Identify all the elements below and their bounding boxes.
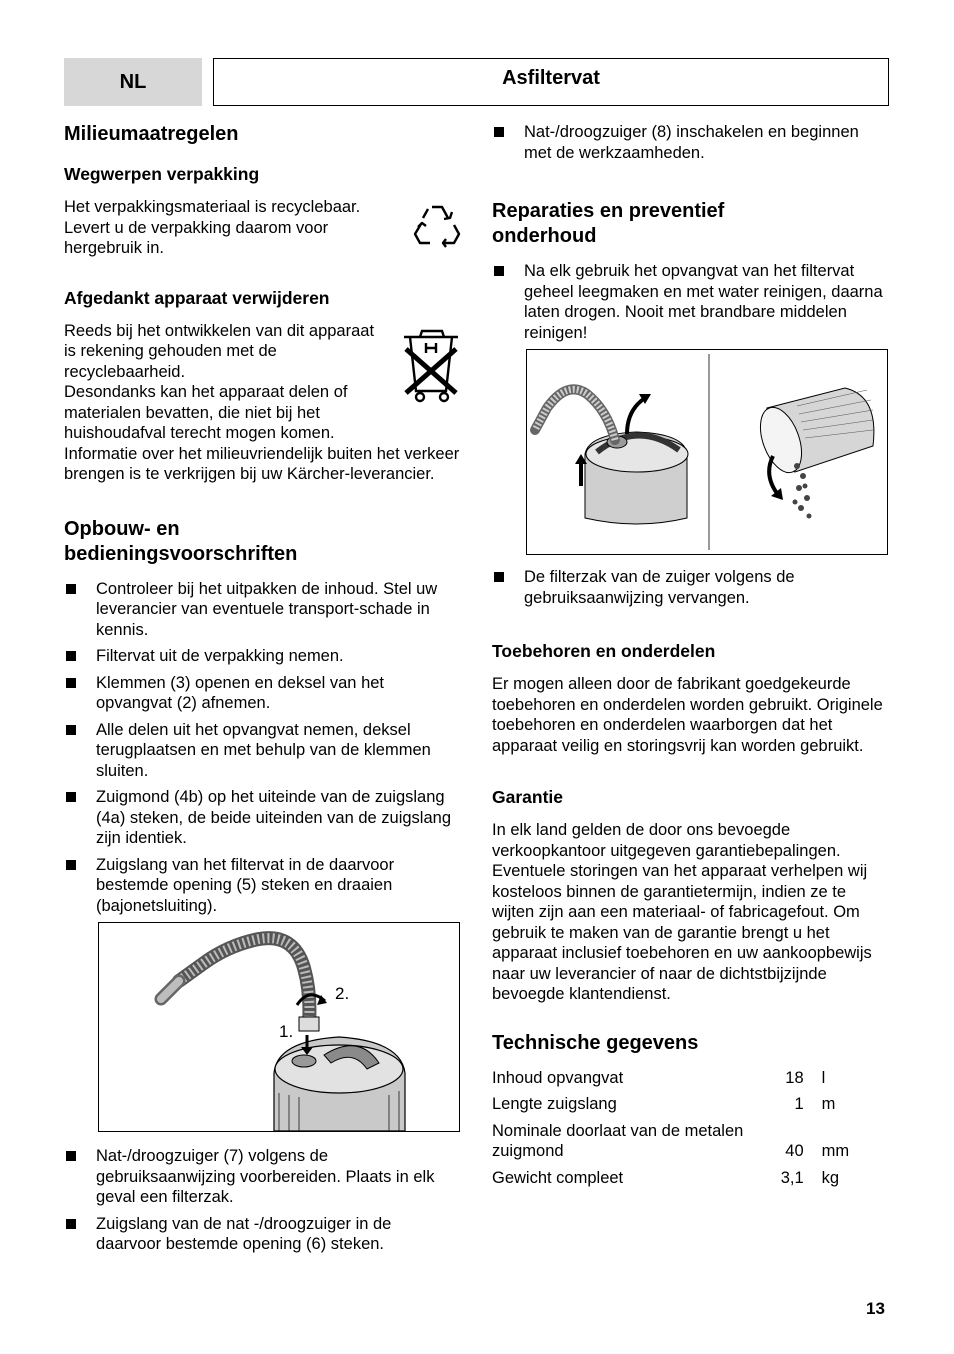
hose-illustration [99,923,459,1131]
old-device-block [64,321,460,485]
list-item: Zuigslang van de nat -/droogzuiger in de daarvoor bestemde opening (6) steken. [64,1214,460,1255]
list-item: De filterzak van de zuiger volgens de gebruiksaanwijzing vervangen. [492,567,888,608]
start-list [492,122,888,163]
spec-label: Inhoud opvangvat [492,1068,624,1087]
spec-unit: mm [821,1142,850,1160]
list-item: Zuigslang van het filtervat in de daarvoor bestemde opening (5) steken en draaien (bajonetsluiting). [64,855,460,917]
recycle-icon [412,201,462,251]
table-row [492,1121,862,1168]
heading-old-device: Afgedankt apparaat verwijderen [64,287,330,308]
page-number: 13 [866,1299,885,1318]
spec-value: 40 [785,1142,804,1160]
section-title: Asfiltervat [213,58,889,106]
crossed-bin-icon [398,323,464,403]
spec-unit: kg [821,1168,840,1187]
spec-label: Lengte zuigslang [492,1095,617,1113]
list-item: Klemmen (3) openen en deksel van het opvangvat (2) afnemen. [64,673,460,714]
heading-packaging: Wegwerpen verpakking [64,164,260,184]
emptying-figure [526,349,888,555]
filterbag-list [492,567,888,608]
packaging-text: Het verpakkingsmateriaal is recyclebaar. Levert u de verpakking daarom voor hergebruik in. [64,198,361,257]
repair-list [492,261,888,343]
left-column [64,122,460,1261]
heading-setup: Opbouw- en bedieningsvoorschriften [64,517,298,565]
spec-label: Nominale doorlaat van de metalen zuigmond [492,1121,744,1160]
heading-technical-data: Technische gegevens [492,1031,699,1054]
technical-data-table [492,1068,862,1195]
spec-value: 18 [785,1068,804,1087]
list-item: Filtervat uit de verpakking nemen. [64,646,460,667]
old-device-text-2: Desondanks kan het apparaat delen of materialen bevatten, die niet bij het huishoudafval terecht mogen komen. [64,383,348,442]
list-item: Alle delen uit het opvangvat nemen, deksel terugplaatsen en met behulp van de klemmen sluiten. [64,720,460,782]
heading-accessories: Toebehoren en onderdelen [492,641,716,661]
spec-label: Gewicht compleet [492,1168,624,1187]
warranty-text: In elk land gelden de door ons bevoegde verkoopkantoor uitgegeven garantiebepalingen. Eventuele storingen van het apparaat verhelpen wij kosteloos binnen de garantietermijn, indien ze te wijten zijn aan een materiaal- of fabricagefout. Om gebruik te maken van de garantie brengt u het apparaat inclusief toebehoren en uw aankoopbewijs naar uw leverancier of naar de dichtstbijzijnde bevoegde klantendienst. [492,821,872,1003]
spec-value: 3,1 [780,1168,804,1187]
heading-warranty: Garantie [492,787,563,807]
language-tab: NL [64,58,202,106]
heading-repair: Reparaties en preventief onderhoud [492,200,725,247]
list-item: Na elk gebruik het opvangvat van het filtervat geheel leegmaken en met water reinigen, daarna laten drogen. Nooit met brandbare middelen reinigen! [492,261,888,343]
list-item: Nat-/droogzuiger (7) volgens de gebruiksaanwijzing voorbereiden. Plaats in elk geval een filterzak. [64,1146,460,1208]
spec-unit: m [821,1095,836,1113]
hose-attach-figure [98,922,460,1132]
old-device-text-1: Reeds bij het ontwikkelen van dit apparaat is rekening gehouden met de recyclebaarheid. [64,321,375,381]
figure-label-2: 2. [335,984,350,1003]
list-item: Nat-/droogzuiger (8) inschakelen en beginnen met de werkzaamheden. [492,122,888,163]
emptying-illustration [527,350,887,554]
right-column [492,122,888,1194]
list-item: Controleer bij het uitpakken de inhoud. Stel uw leverancier van eventuele transport-schade in kennis. [64,579,460,641]
heading-environment: Milieumaatregelen [64,123,239,145]
packaging-block [64,197,460,259]
old-device-text-3: Informatie over het milieuvriendelijk buiten het verkeer brengen is te verkrijgen bij uw Kärcher-leverancier. [64,444,460,483]
spec-unit: l [821,1068,826,1087]
table-row [492,1094,862,1121]
accessories-text: Er mogen alleen door de fabrikant goedgekeurde toebehoren en onderdelen worden gebruikt. Originele toebehoren en onderdelen waarborgen dat het apparaat veilig en storingsvrij kan worden gebruikt. [492,675,883,755]
spec-value: 1 [794,1095,804,1113]
after-list [64,1146,460,1255]
list-item: Zuigmond (4b) op het uiteinde van de zuigslang (4a) steken, de beide uiteinden van de zuigslang zijn identiek. [64,787,460,849]
table-row [492,1168,862,1195]
table-row [492,1068,862,1095]
setup-list [64,579,460,917]
figure-label-1: 1. [279,1022,294,1041]
